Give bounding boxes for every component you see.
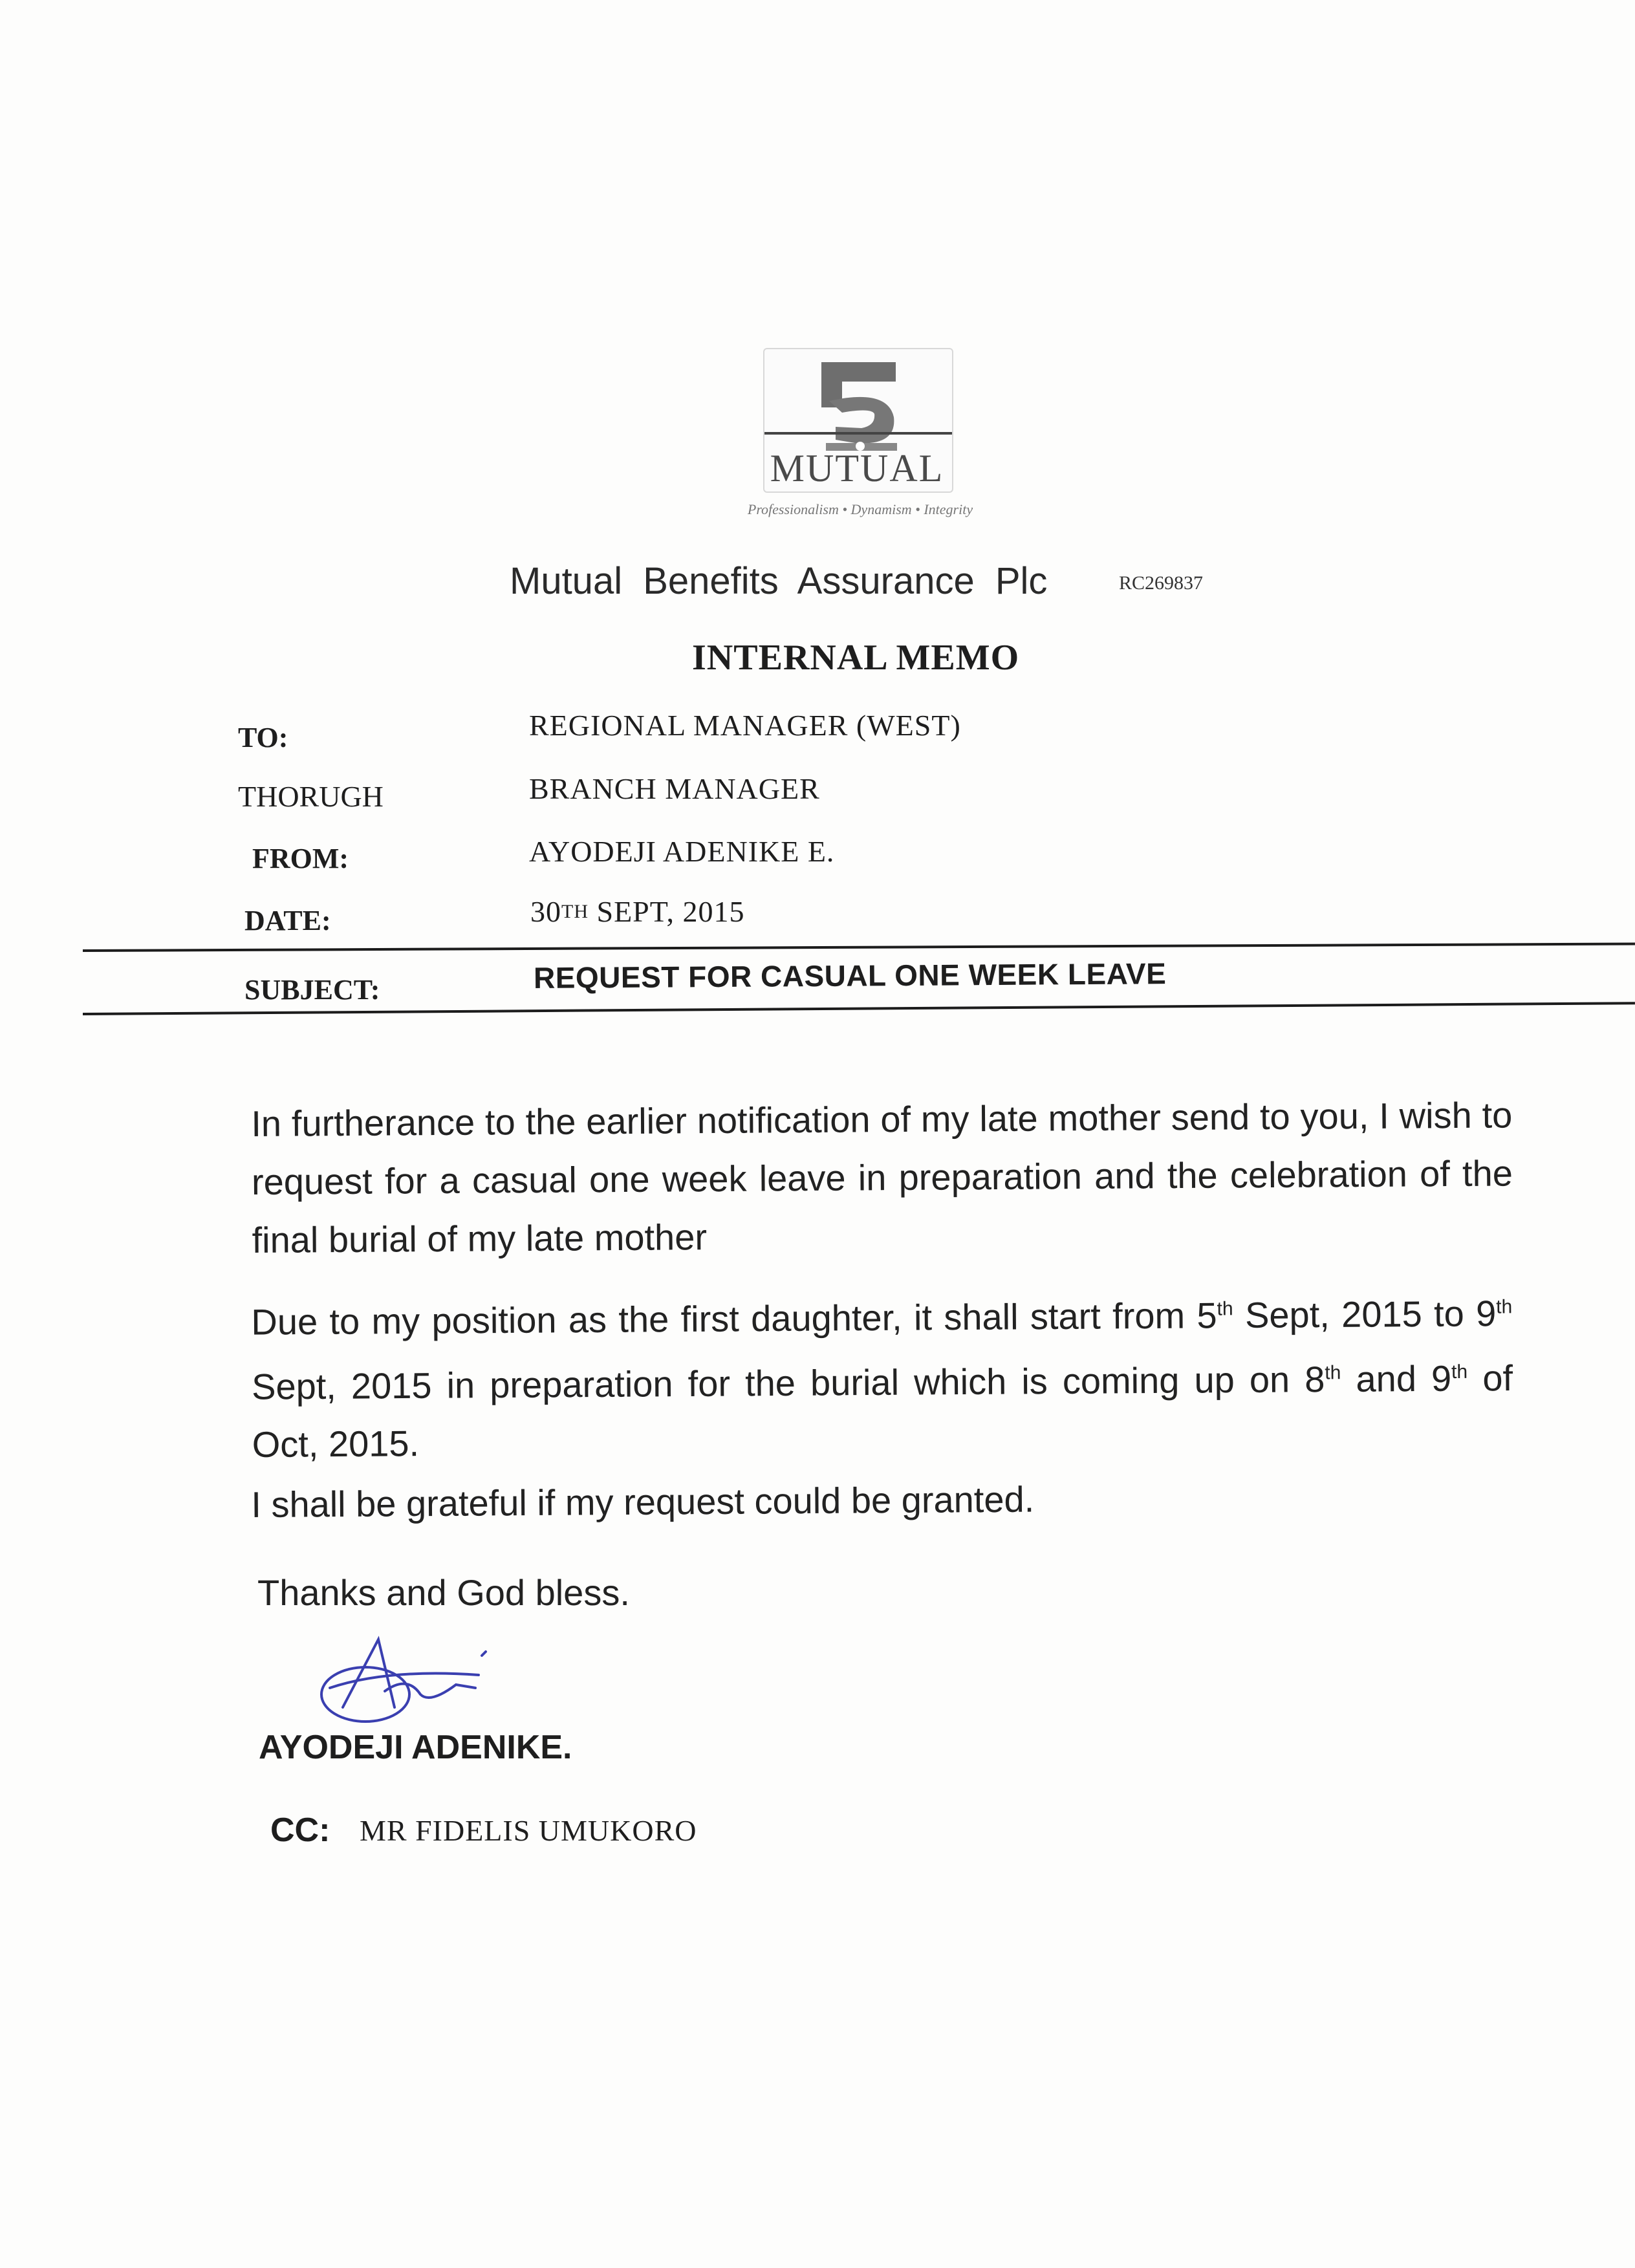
through-value: BRANCH MANAGER [529, 772, 820, 805]
paragraph-4-text: Thanks and God bless. [257, 1572, 630, 1613]
date-rest: SEPT, 2015 [589, 895, 745, 928]
to-value: REGIONAL MANAGER (WEST) [529, 709, 961, 742]
p2-part-d: and 9 [1341, 1357, 1452, 1399]
signatory-name: AYODEJI ADENIKE. [259, 1729, 572, 1766]
date-day: 30 [530, 895, 561, 928]
date-value [530, 894, 744, 929]
from-label: FROM: [252, 843, 349, 874]
to-label: TO: [238, 722, 288, 753]
p2-part-b: Sept, 2015 to 9 [1233, 1293, 1497, 1336]
p2-part-a: Due to my position as the first daughter, it shall start from 5 [251, 1295, 1217, 1343]
subject-value: REQUEST FOR CASUAL ONE WEEK LEAVE [533, 956, 1167, 995]
body-paragraph-3 [251, 1467, 1513, 1534]
company-motto: Professionalism • Dynamism • Integrity [747, 501, 973, 517]
subject-label: SUBJECT: [244, 974, 380, 1006]
body-paragraph-2 [251, 1278, 1513, 1474]
p2-part-c: Sept, 2015 in preparation for the burial which is coming up on 8 [251, 1358, 1325, 1407]
p2-part-e: of Oct, 2015. [252, 1357, 1513, 1465]
registration-number: RC269837 [1119, 572, 1204, 594]
cc-recipient: MR FIDELIS UMUKORO [360, 1814, 697, 1847]
through-label: THORUGH [238, 780, 384, 813]
date-suffix: TH [561, 901, 589, 922]
date-label: DATE: [244, 905, 331, 936]
body-paragraph-1 [251, 1086, 1513, 1269]
handwritten-signature [317, 1630, 498, 1733]
paragraph-2-text [251, 1278, 1513, 1474]
p2-sup-d: th [1451, 1361, 1468, 1383]
paragraph-3-text: I shall be grateful if my request could be granted. [251, 1478, 1035, 1525]
memo-title: INTERNAL MEMO [692, 638, 1020, 678]
p2-sup-c: th [1325, 1361, 1341, 1384]
from-value: AYODEJI ADENIKE E. [529, 835, 835, 868]
p2-sup-a: th [1217, 1298, 1233, 1320]
header-rule-top [83, 943, 1635, 952]
body-paragraph-4 [257, 1564, 1519, 1622]
logo-wordmark: MUTUAL [770, 447, 944, 490]
p2-sup-b: th [1496, 1296, 1513, 1318]
cc-label: CC: [270, 1811, 330, 1849]
paragraph-1-text: In furtherance to the earlier notification of my late mother send to you, I wish to request for a casual one week leave in preparation and the celebration of the final burial of my late mother [251, 1094, 1513, 1260]
company-name: Mutual Benefits Assurance Plc [510, 560, 1048, 602]
